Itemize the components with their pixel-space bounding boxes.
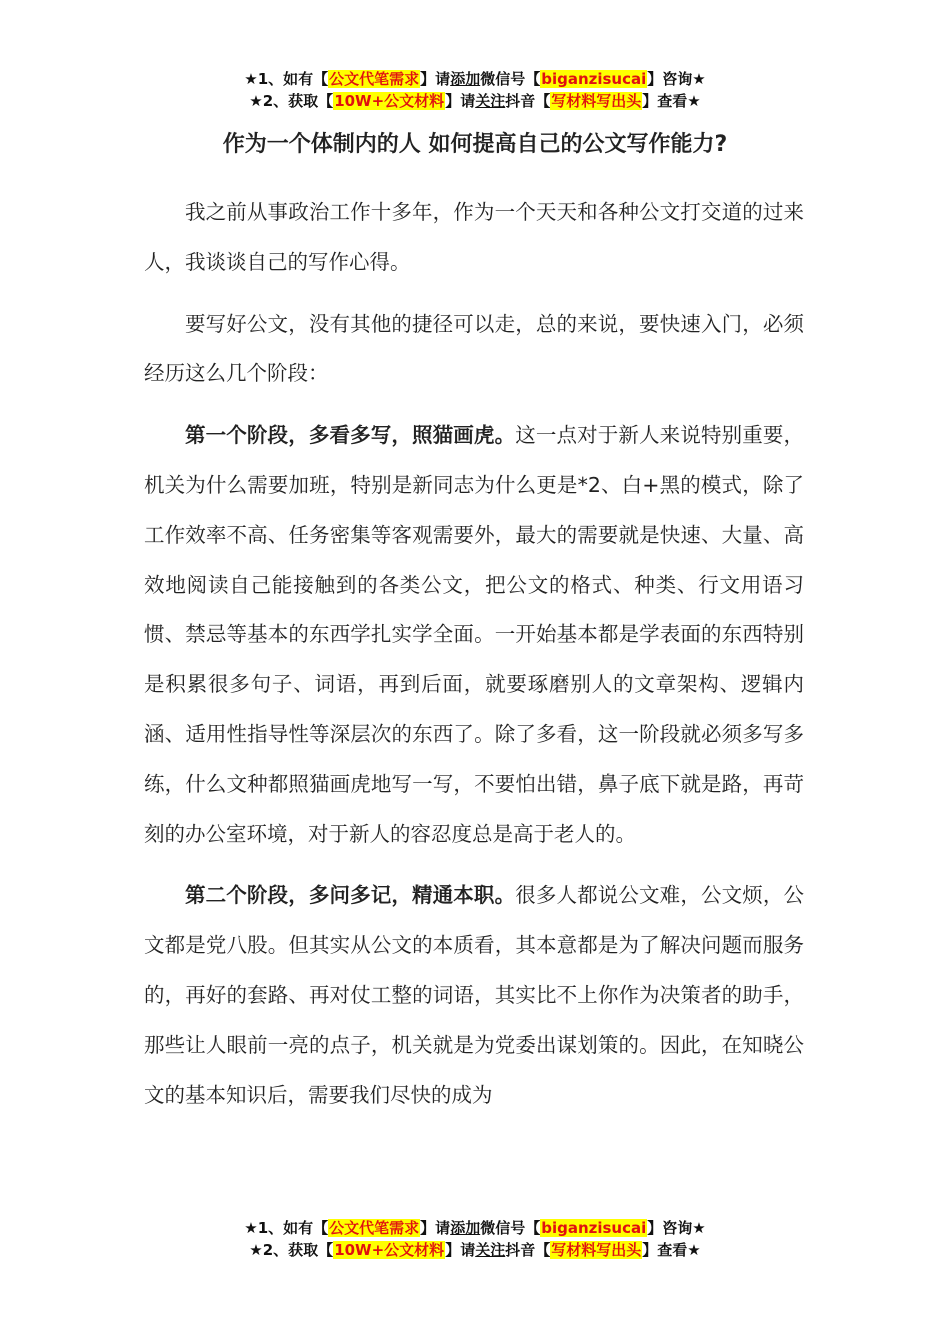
stage-heading: 第二个阶段，多问多记，精通本职。 [185, 883, 516, 908]
banner-line-2: ★2、获取【10W+公文材料】请关注抖音【写材料写出头】查看★ [249, 1241, 701, 1259]
banner-line-2: ★2、获取【10W+公文材料】请关注抖音【写材料写出头】查看★ [249, 92, 701, 110]
highlight-douyin: 写材料写出头 [551, 1241, 642, 1259]
footer-banner [0, 1217, 950, 1261]
highlight-wechat-id: biganzisucai [541, 70, 647, 88]
paragraph: 要写好公文，没有其他的捷径可以走，总的来说，要快速入门，必须经历这么几个阶段： [144, 311, 804, 386]
highlight-materials: 10W+公文材料 [334, 1241, 445, 1259]
paragraph: 我之前从事政治工作十多年，作为一个天天和各种公文打交道的过来人，我谈谈自己的写作心得。 [144, 200, 804, 274]
highlight-douyin: 写材料写出头 [551, 92, 642, 110]
highlight-materials: 10W+公文材料 [334, 92, 445, 110]
paragraph: 第一个阶段，多看多写，照猫画虎。这一点对于新人来说特别重要，机关为什么需要加班，特别是新同志为什么更是*2、白+黑的模式，除了工作效率不高、任务密集等客观需要外，最大的需要就是快速、大量、高效地阅读自己能接触到的各类公文，把公文的格式、种类、行文用语习惯、禁忌等基本的东西学扎实学全面。一开始基本都是学表面的东西特别是积累很多句子、词语，再到后面，就要琢磨别人的文章架构、逻辑内涵、适用性指导性等深层次的东西了。除了多看，这一阶段就必须多写多练，什么文种都照猫画虎地写一写，不要怕出错，鼻子底下就是路，再苛刻的办公室环境，对于新人的容忍度总是高于老人的。 [144, 423, 805, 846]
highlight-service: 公文代笔需求 [329, 70, 420, 88]
banner-line-1: ★1、如有【公文代笔需求】请添加微信号【biganzisucai】咨询★ [244, 1219, 706, 1237]
header-banner [0, 68, 950, 112]
highlight-service: 公文代笔需求 [329, 1219, 420, 1237]
document-title: 作为一个体制内的人 如何提高自己的公文写作能力? [222, 132, 728, 157]
document-body [144, 188, 804, 1132]
highlight-wechat-id: biganzisucai [541, 1219, 647, 1237]
stage-heading: 第一个阶段，多看多写，照猫画虎。 [185, 423, 516, 448]
paragraph: 第二个阶段，多问多记，精通本职。很多人都说公文难，公文烦，公文都是党八股。但其实从公文的本质看，其本意都是为了解决问题而服务的，再好的套路、再对仗工整的词语，其实比不上你作为决策者的助手，那些让人眼前一亮的点子，机关就是为党委出谋划策的。因此，在知晓公文的基本知识后，需要我们尽快的成为 [144, 883, 805, 1107]
banner-line-1: ★1、如有【公文代笔需求】请添加微信号【biganzisucai】咨询★ [244, 70, 706, 88]
